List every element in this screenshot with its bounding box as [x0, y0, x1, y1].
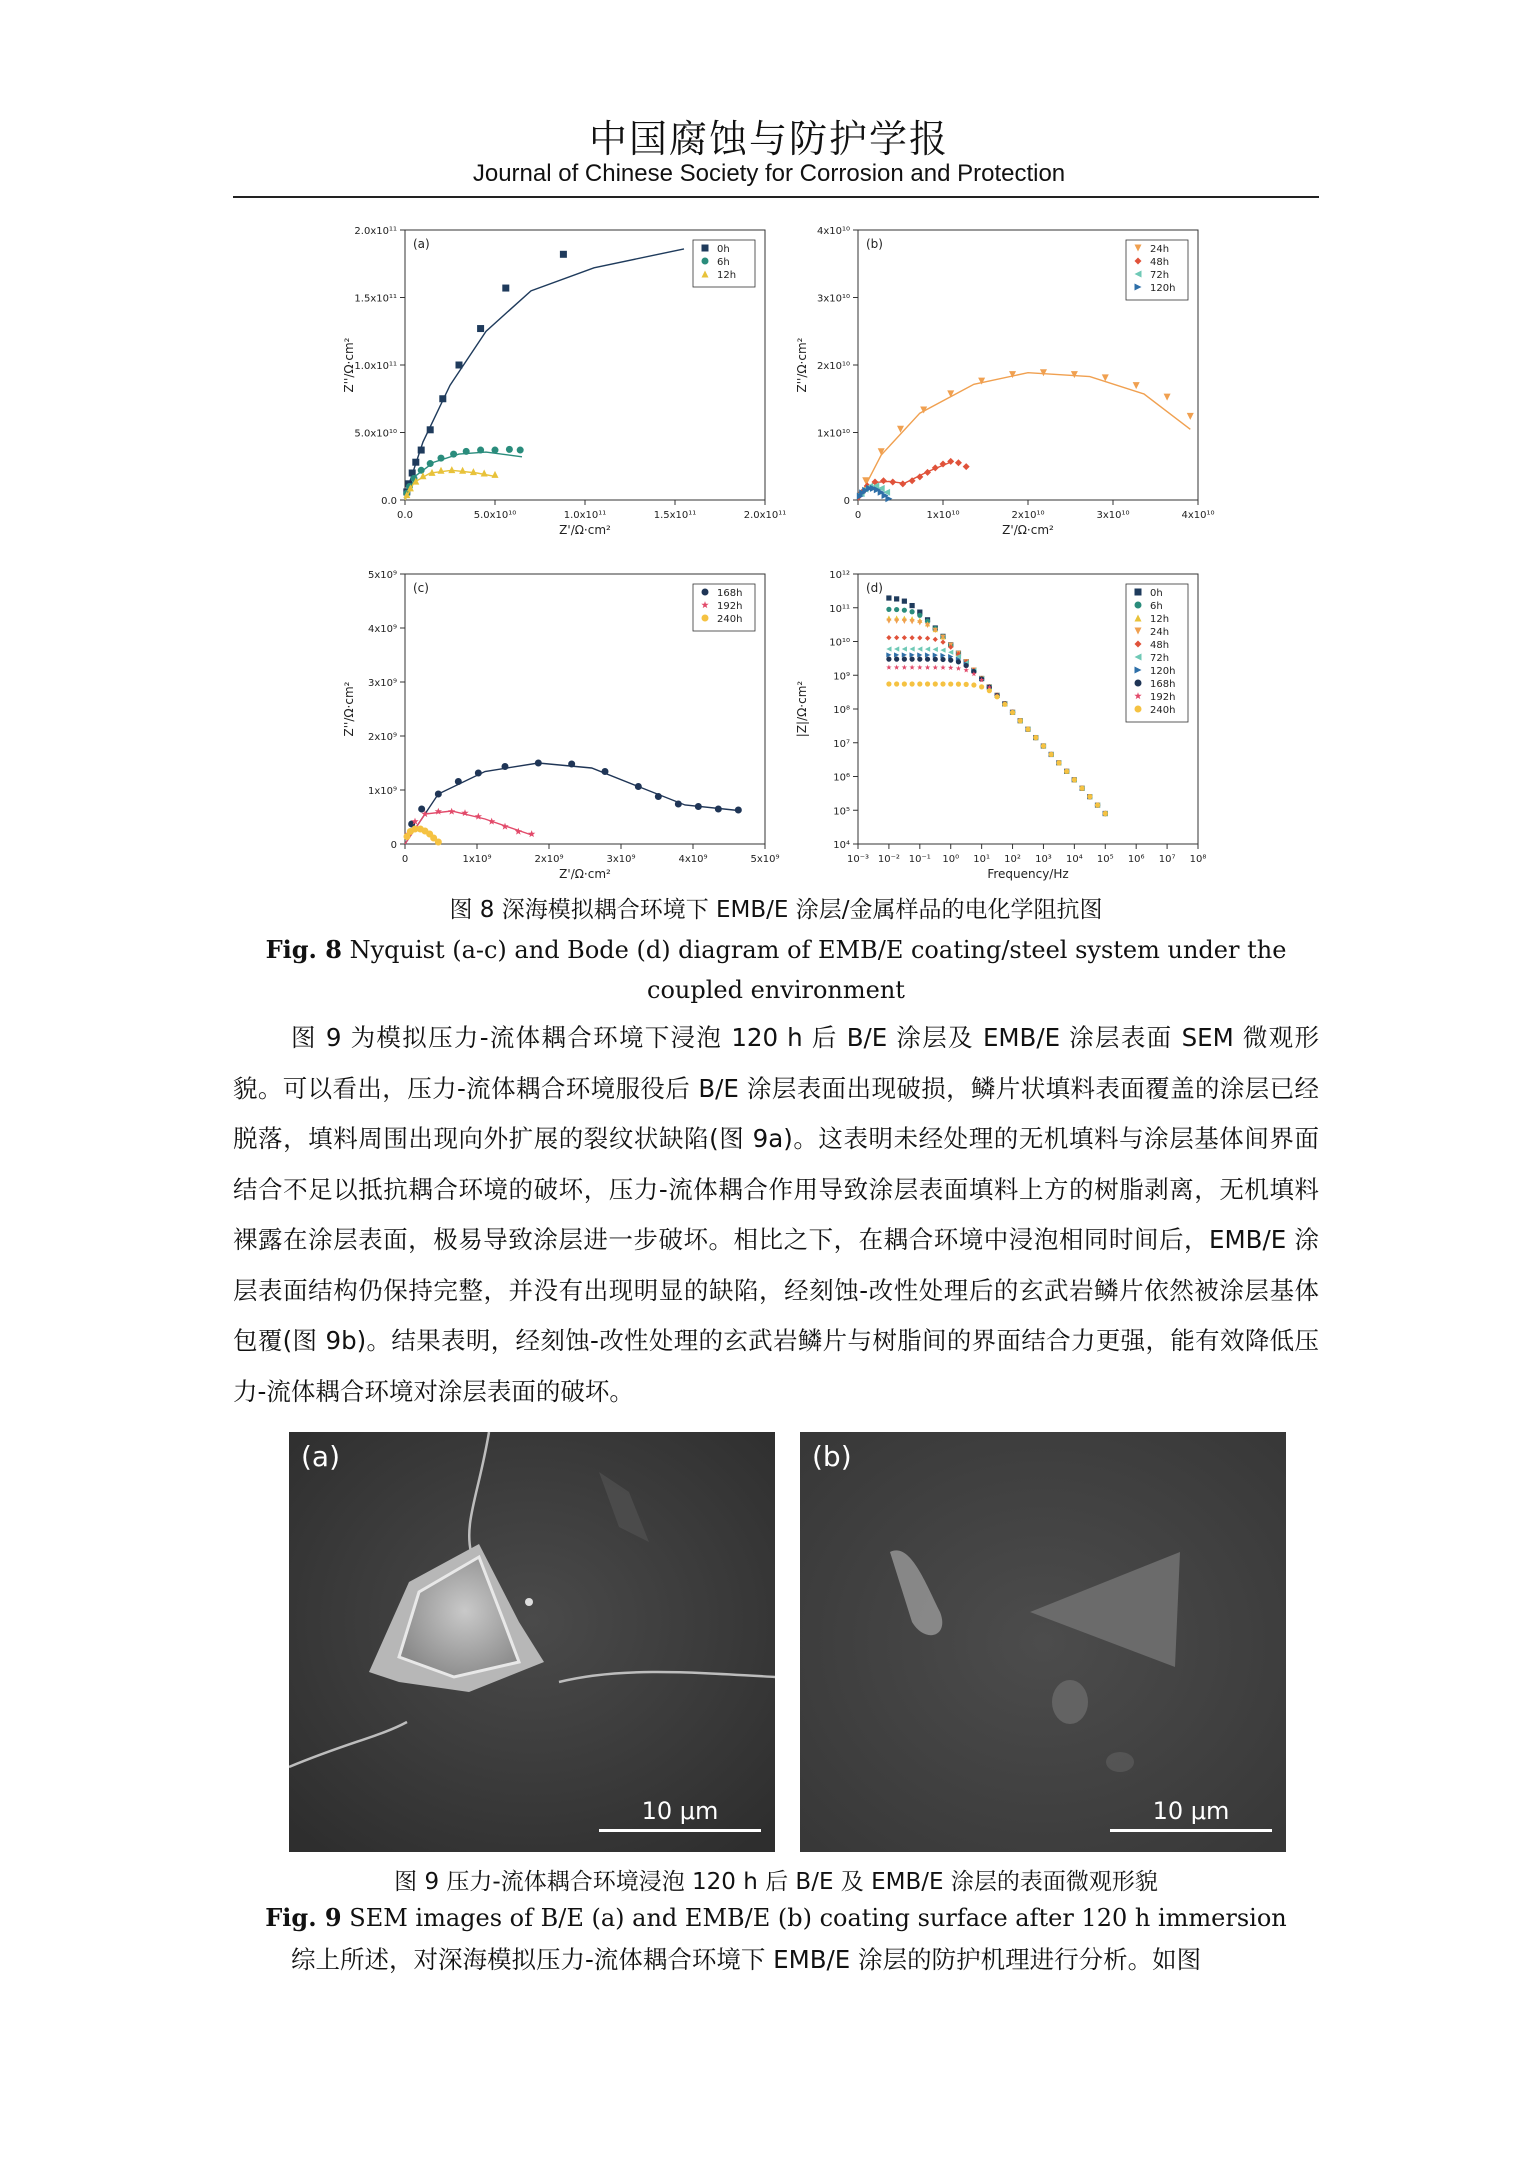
- data-point: [602, 768, 609, 775]
- scale-bar-b: [1110, 1797, 1272, 1832]
- data-point: [492, 471, 499, 478]
- fit-line: [405, 763, 738, 844]
- legend-label: 240h: [1150, 705, 1176, 716]
- journal-title: 中国腐蚀与防护学报: [588, 117, 949, 161]
- data-point: [481, 470, 488, 477]
- data-point: [1133, 382, 1140, 389]
- data-point: [902, 665, 908, 670]
- legend-label: 168h: [717, 588, 743, 599]
- data-point: [940, 665, 945, 670]
- data-point: [956, 682, 961, 687]
- data-point: [450, 451, 457, 458]
- y-tick-label: 10⁶: [833, 772, 850, 784]
- x-axis-label: Z'/Ω·cm²: [559, 523, 611, 537]
- data-point: [488, 818, 495, 825]
- data-point: [506, 446, 513, 453]
- data-point: [435, 791, 442, 798]
- y-tick-label: 10¹¹: [829, 603, 850, 615]
- data-point: [492, 447, 499, 454]
- data-point: [947, 458, 954, 465]
- y-tick-label: 0: [390, 840, 397, 851]
- figure9-caption-zh: 图 9 压力-流体耦合环境浸泡 120 h 后 B/E 及 EMB/E 涂层的表面微观形貌: [394, 1869, 1158, 1895]
- y-tick-label: 2x10⁹: [367, 732, 397, 743]
- scale-b-text: 10 μm: [1152, 1797, 1230, 1825]
- scale-a-text: 10 μm: [641, 1797, 719, 1825]
- legend-label: 12h: [717, 270, 737, 281]
- y-tick-label: 1.0x10¹¹: [354, 361, 397, 372]
- data-point: [940, 640, 945, 645]
- y-tick-label: 3x10¹⁰: [816, 293, 850, 305]
- header-rule: [233, 196, 1319, 198]
- data-point: [1010, 710, 1015, 715]
- data-point: [964, 667, 969, 672]
- y-tick-label: 3x10⁹: [367, 678, 397, 689]
- y-axis-label: Z''/Ω·cm²: [342, 337, 356, 393]
- data-point: [963, 463, 970, 470]
- legend-label: 72h: [1150, 270, 1170, 281]
- data-point: [917, 646, 922, 651]
- data-point: [475, 770, 482, 777]
- y-tick-label: 5x10⁹: [367, 570, 397, 581]
- data-point: [894, 657, 899, 662]
- data-point: [1071, 371, 1078, 378]
- data-point: [933, 647, 938, 652]
- data-point: [899, 480, 906, 487]
- legend-marker: [702, 589, 709, 596]
- data-point: [909, 603, 914, 608]
- x-tick-label: 10⁻²: [877, 854, 900, 865]
- x-tick-label: 1.5x10¹¹: [653, 510, 697, 521]
- data-point: [1040, 369, 1047, 376]
- legend-label: 48h: [1150, 257, 1170, 268]
- figure8-caption-zh: 图 8 深海模拟耦合环境下 EMB/E 涂层/金属样品的电化学阻抗图: [449, 897, 1103, 923]
- data-point: [1187, 413, 1194, 420]
- data-point: [894, 646, 899, 651]
- data-point: [924, 469, 931, 476]
- data-point: [535, 760, 542, 767]
- data-point: [1079, 786, 1084, 791]
- legend-label: 12h: [1150, 614, 1170, 625]
- data-point: [902, 608, 907, 613]
- data-point: [1041, 743, 1046, 748]
- data-point: [933, 681, 938, 686]
- data-point: [438, 467, 445, 474]
- x-tick-label: 5x10⁹: [750, 854, 780, 865]
- data-point: [886, 657, 891, 662]
- legend-label: 120h: [1150, 666, 1176, 677]
- data-point: [886, 646, 891, 651]
- panel-label: (c): [413, 581, 429, 595]
- data-point: [1072, 777, 1077, 782]
- data-point: [917, 613, 922, 618]
- data-point: [994, 694, 999, 699]
- data-point: [886, 595, 891, 600]
- data-point: [940, 657, 945, 662]
- data-point: [412, 459, 419, 466]
- data-point: [1064, 769, 1069, 774]
- y-tick-label: 0: [843, 496, 850, 507]
- figure9-caption-text: SEM images of B/E (a) and EMB/E (b) coating surface after 120 h immersion: [341, 1904, 1287, 1932]
- legend-marker: [1135, 589, 1142, 596]
- figure8-label: Fig. 8: [265, 935, 342, 964]
- legend-label: 120h: [1150, 283, 1176, 294]
- data-point: [886, 607, 891, 612]
- chart-panel-b: [788, 212, 1215, 542]
- data-point: [909, 665, 914, 670]
- data-point: [902, 657, 907, 662]
- x-tick-label: 4x10¹⁰: [1181, 510, 1215, 521]
- data-point: [477, 447, 484, 454]
- data-point: [1056, 760, 1061, 765]
- data-point: [427, 426, 434, 433]
- data-point: [528, 830, 535, 837]
- legend-marker: [702, 258, 709, 265]
- data-point: [886, 681, 891, 686]
- sem-image-a: [289, 1432, 775, 1852]
- data-point: [909, 646, 914, 651]
- data-point: [675, 801, 682, 808]
- data-point: [964, 682, 969, 687]
- legend-label: 24h: [1150, 244, 1170, 255]
- x-tick-label: 2x10¹⁰: [1011, 510, 1045, 521]
- x-tick-label: 10⁸: [1189, 854, 1207, 865]
- data-point: [517, 447, 524, 454]
- data-point: [925, 665, 931, 670]
- y-tick-label: 10⁴: [833, 840, 850, 851]
- data-point: [902, 599, 907, 604]
- data-point: [894, 681, 899, 686]
- data-point: [933, 657, 938, 662]
- data-point: [889, 479, 896, 486]
- data-point: [418, 447, 425, 454]
- x-tick-label: 10⁷: [1158, 854, 1176, 865]
- data-point: [971, 682, 976, 687]
- x-tick-label: 10²: [1004, 854, 1021, 865]
- x-tick-label: 0: [401, 854, 409, 865]
- chart-panel-c: [335, 556, 780, 886]
- data-point: [1002, 702, 1007, 707]
- data-point: [463, 448, 470, 455]
- x-tick-label: 10⁴: [1065, 854, 1083, 865]
- data-point: [947, 390, 954, 397]
- figure9-caption-en: [233, 1898, 1319, 1938]
- data-point: [880, 477, 887, 484]
- series-group: [857, 369, 1194, 502]
- data-point: [1033, 735, 1038, 740]
- data-point: [894, 607, 899, 612]
- x-tick-label: 10⁻¹: [908, 854, 931, 865]
- data-point: [418, 806, 425, 813]
- legend-label: 24h: [1150, 627, 1170, 638]
- legend-label: 240h: [717, 614, 743, 625]
- data-point: [956, 666, 962, 671]
- data-point: [940, 681, 945, 686]
- legend-label: 0h: [1150, 588, 1163, 599]
- figure8-caption-text: Nyquist (a-c) and Bode (d) diagram of EMB/E coating/steel system under the coupled environment: [341, 936, 1287, 1004]
- fit-line: [405, 249, 684, 500]
- series-group: [886, 595, 1108, 816]
- x-tick-label: 0: [854, 510, 862, 521]
- data-point: [439, 395, 446, 402]
- x-tick-label: 10⁵: [1096, 854, 1114, 865]
- legend-marker: [702, 615, 709, 622]
- legend-label: 168h: [1150, 679, 1176, 690]
- data-point: [560, 251, 567, 258]
- data-point: [456, 362, 463, 369]
- legend-label: 0h: [717, 244, 730, 255]
- x-tick-label: 5.0x10¹⁰: [473, 510, 517, 521]
- y-tick-label: 10⁹: [833, 671, 850, 683]
- data-point: [933, 665, 938, 670]
- journal-subtitle: Journal of Chinese Society for Corrosion and Protection: [472, 160, 1066, 187]
- data-point: [1087, 794, 1092, 799]
- y-tick-label: 5.0x10¹⁰: [354, 428, 397, 440]
- x-tick-label: 1x10⁹: [462, 854, 492, 865]
- data-point: [715, 806, 722, 813]
- legend-label: 6h: [717, 257, 730, 268]
- data-point: [885, 495, 892, 502]
- data-point: [894, 665, 900, 670]
- x-tick-label: 0.0: [397, 510, 413, 521]
- data-point: [455, 778, 462, 785]
- data-point: [987, 688, 992, 693]
- data-point: [925, 636, 930, 641]
- data-point: [886, 619, 891, 624]
- data-point: [909, 657, 914, 662]
- data-point: [427, 460, 434, 467]
- data-point: [435, 839, 442, 846]
- data-point: [1025, 727, 1030, 732]
- data-point: [909, 635, 914, 640]
- data-point: [979, 684, 984, 689]
- data-point: [902, 646, 907, 651]
- data-point: [886, 635, 891, 640]
- data-point: [501, 823, 508, 830]
- legend-label: 48h: [1150, 640, 1170, 651]
- data-point: [1164, 394, 1171, 401]
- data-point: [1103, 811, 1108, 816]
- y-tick-label: 10¹²: [829, 570, 850, 581]
- panel-label: (b): [866, 237, 883, 251]
- y-tick-label: 10⁵: [833, 806, 850, 818]
- data-point: [655, 793, 662, 800]
- data-point: [948, 650, 953, 655]
- data-point: [502, 285, 509, 292]
- y-tick-label: 10¹⁰: [829, 637, 850, 649]
- data-point: [909, 681, 914, 686]
- paragraph-1-text: 图 9 为模拟压力-流体耦合环境下浸泡 120 h 后 B/E 涂层及 EMB/E 涂层表面 SEM 微观形貌。可以看出，压力-流体耦合环境服役后 B/E 涂层表面出现破损，鳞片状填料表面覆盖的涂层已经脱落，填料周围出现向外扩展的裂纹状缺陷(图 9a)。这表明未经处理的无机填料与涂层基体间界面结合不足以抵抗耦合环境的破坏，压力-流体耦合作用导致涂层表面填料上方的树脂剥离，无机填料裸露在涂层表面，极易导致涂层进一步破坏。相比之下，在耦合环境中浸泡相同时间后，EMB/E 涂层表面结构仍保持完整，并没有出现明显的缺陷，经刻蚀-改性处理后的玄武岩鳞片依然被涂层基体包覆(图 9b)。结果表明，经刻蚀-改性处理的玄武岩鳞片与树脂间的界面结合力更强，能有效降低压力-流体耦合环境对涂层表面的破坏。: [233, 1023, 1319, 1406]
- data-point: [1095, 802, 1100, 807]
- sem-image-b: [800, 1432, 1286, 1852]
- data-point: [933, 637, 938, 642]
- scale-bar-a: [599, 1797, 761, 1832]
- legend-marker: [1135, 602, 1142, 609]
- legend-label: 192h: [1150, 692, 1176, 703]
- data-point: [925, 681, 930, 686]
- data-point: [956, 659, 961, 664]
- x-tick-label: 3x10¹⁰: [1096, 510, 1130, 521]
- data-point: [902, 619, 907, 624]
- y-tick-label: 10⁷: [833, 738, 850, 750]
- x-tick-label: 2x10⁹: [534, 854, 564, 865]
- x-axis-label: Frequency/Hz: [987, 867, 1069, 881]
- data-point: [902, 635, 907, 640]
- data-point: [1018, 718, 1023, 723]
- x-tick-label: 10⁻³: [846, 854, 870, 865]
- legend-marker: [702, 245, 709, 252]
- y-tick-label: 1x10¹⁰: [816, 428, 850, 440]
- x-tick-label: 10³: [1035, 854, 1052, 865]
- data-point: [502, 763, 509, 770]
- data-point: [940, 648, 945, 653]
- data-point: [925, 657, 930, 662]
- y-tick-label: 10⁸: [833, 705, 850, 716]
- legend-label: 72h: [1150, 653, 1170, 664]
- data-point: [695, 803, 702, 810]
- data-point: [477, 325, 484, 332]
- data-point: [955, 459, 962, 466]
- data-point: [909, 619, 914, 624]
- data-point: [902, 681, 907, 686]
- x-tick-label: 1x10¹⁰: [926, 510, 960, 521]
- data-point: [925, 647, 930, 652]
- x-tick-label: 1.0x10¹¹: [563, 510, 607, 521]
- legend-label: 6h: [1150, 601, 1163, 612]
- data-point: [1049, 752, 1054, 757]
- y-tick-label: 2.0x10¹¹: [354, 226, 397, 237]
- data-point: [917, 681, 922, 686]
- panel-a-label: (a): [301, 1440, 341, 1473]
- panel-label: (a): [413, 237, 430, 251]
- y-axis-label: Z''/Ω·cm²: [342, 681, 356, 737]
- data-point: [917, 635, 922, 640]
- data-point: [917, 657, 922, 662]
- x-tick-label: 10¹: [973, 854, 991, 865]
- y-tick-label: 4x10⁹: [367, 624, 397, 635]
- y-tick-label: 1x10⁹: [367, 786, 397, 797]
- data-point: [459, 467, 466, 474]
- panel-b-label: (b): [812, 1440, 852, 1473]
- chart-panel-d: [788, 556, 1208, 886]
- legend-marker: [1135, 706, 1142, 713]
- data-point: [932, 464, 939, 471]
- figure8-caption-en: [233, 930, 1319, 1010]
- x-axis-label: Z'/Ω·cm²: [1002, 523, 1054, 537]
- data-point: [435, 808, 442, 815]
- data-point: [948, 681, 953, 686]
- data-point: [515, 828, 522, 835]
- chart-panel-a: [335, 212, 787, 542]
- series-group: [403, 249, 684, 500]
- y-axis-label: |Z|/Ω·cm²: [795, 680, 809, 738]
- panel-label: (d): [866, 581, 883, 595]
- x-tick-label: 3x10⁹: [606, 854, 636, 865]
- x-tick-label: 10⁶: [1127, 854, 1145, 865]
- figure9-label: Fig. 9: [265, 1903, 342, 1932]
- data-point: [948, 665, 953, 670]
- x-axis-label: Z'/Ω·cm²: [559, 867, 611, 881]
- data-point: [418, 467, 425, 474]
- series-group: [404, 760, 742, 846]
- data-point: [917, 665, 922, 670]
- data-point: [894, 596, 899, 601]
- x-tick-label: 10⁰: [942, 854, 960, 865]
- x-tick-label: 4x10⁹: [678, 854, 708, 865]
- data-point: [568, 761, 575, 768]
- data-point: [438, 455, 445, 462]
- data-point: [894, 619, 899, 624]
- fit-line: [405, 470, 495, 500]
- data-point: [948, 658, 953, 663]
- body-paragraph-2: 综上所述，对深海模拟压力-流体耦合环境下 EMB/E 涂层的防护机理进行分析。如图: [291, 1945, 1202, 1974]
- data-point: [735, 807, 742, 814]
- y-tick-label: 0.0: [381, 496, 397, 507]
- x-tick-label: 2.0x10¹¹: [743, 510, 787, 521]
- data-point: [894, 635, 899, 640]
- y-tick-label: 2x10¹⁰: [816, 361, 850, 372]
- data-point: [909, 609, 914, 614]
- body-paragraph-1: [233, 1013, 1319, 1417]
- legend-marker: [1135, 680, 1142, 687]
- data-point: [886, 665, 891, 670]
- y-tick-label: 1.5x10¹¹: [354, 293, 397, 305]
- y-tick-label: 4x10¹⁰: [816, 226, 850, 237]
- legend-label: 192h: [717, 601, 743, 612]
- data-point: [448, 466, 455, 473]
- data-point: [635, 783, 642, 790]
- y-axis-label: Z''/Ω·cm²: [795, 337, 809, 393]
